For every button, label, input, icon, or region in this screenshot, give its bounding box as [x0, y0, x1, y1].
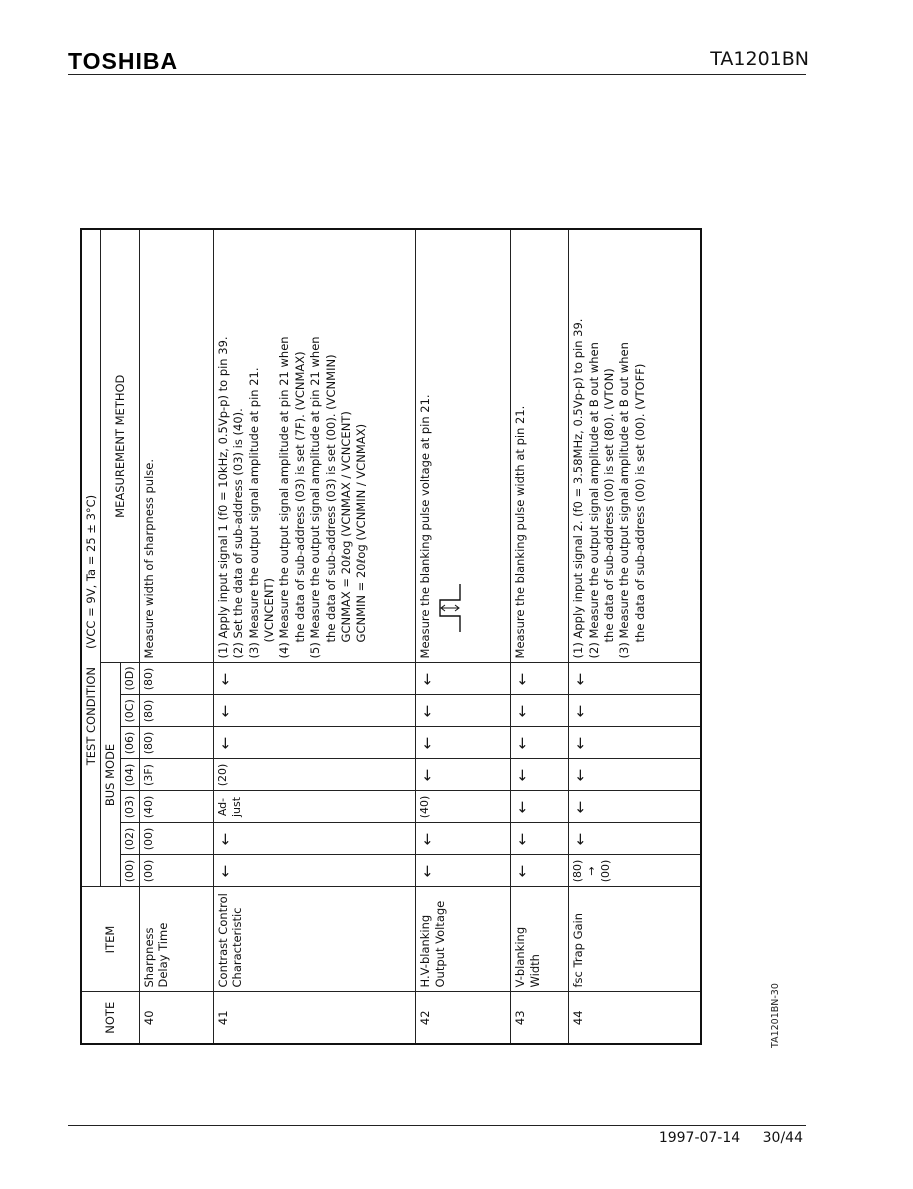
method-line: (1) Apply input signal 1 (f0 = 10kHz, 0.5Vp-p) to pin 39. [215, 336, 230, 659]
bus-value: ← [213, 727, 415, 759]
bus-value: ← [213, 855, 415, 887]
bus-value: (3F) [139, 759, 213, 791]
bus-value: ← [416, 727, 511, 759]
method-line: (2) Set the data of sub-address (03) is (40). [231, 408, 246, 659]
address-02: (02) [120, 823, 139, 855]
method-header: MEASUREMENT METHOD [101, 229, 139, 663]
footer-page: 30/44 [762, 1130, 803, 1146]
conditions-label: (VCC = 9V, Ta = 25 ± 3°C) [84, 494, 98, 649]
note-number: 40 [139, 992, 213, 1044]
item-header: ITEM [81, 887, 139, 992]
bus-value: ← [569, 663, 701, 695]
bus-value: ← [213, 663, 415, 695]
bus-value: (40) [416, 791, 511, 823]
table-row [416, 229, 511, 1044]
bus-value: ← [569, 695, 701, 727]
method-line: GCNMIN = 20ℓog (VCNMIN / VCNMAX) [354, 423, 369, 643]
table-row [511, 229, 569, 1044]
address-00: (00) [120, 855, 139, 887]
note-number: 43 [511, 992, 569, 1044]
bus-value: ← [569, 823, 701, 855]
bus-value: ← [511, 823, 569, 855]
address-03: (03) [120, 791, 139, 823]
method-line: (3) Measure the output signal amplitude at pin 21. [246, 367, 261, 659]
note-number: 41 [213, 992, 415, 1044]
header-rule [68, 74, 806, 75]
item-name: Contrast Control Characteristic [213, 887, 415, 992]
table-row [139, 229, 213, 1044]
note-header: NOTE [81, 992, 139, 1044]
bus-value: ← [569, 727, 701, 759]
test-condition-header [81, 663, 101, 887]
bus-value: (80) → (00) [569, 855, 701, 887]
bus-value: Ad-just [213, 791, 415, 823]
rotated-table-frame [80, 230, 702, 1045]
footer [659, 1130, 803, 1146]
part-number: TA1201BN [710, 48, 809, 70]
company-logo: TOSHIBA [68, 48, 179, 74]
note-number: 42 [416, 992, 511, 1044]
method-line: (2) Measure the output signal amplitude at B out when [586, 342, 601, 659]
bus-value: ← [416, 759, 511, 791]
bus-value: ← [416, 823, 511, 855]
bus-value: ← [511, 663, 569, 695]
table-row [213, 229, 415, 1044]
bus-value: (00) [139, 823, 213, 855]
bus-value: ← [511, 759, 569, 791]
measurement-method [511, 229, 569, 663]
bus-value: ← [416, 695, 511, 727]
item-name: fsc Trap Gain [569, 887, 701, 992]
method-line: (4) Measure the output signal amplitude at pin 21 when [277, 336, 292, 659]
bus-value: ← [511, 727, 569, 759]
test-condition-label: TEST CONDITION [84, 666, 98, 766]
bus-value: ← [213, 823, 415, 855]
footer-rule [68, 1125, 806, 1126]
address-06: (06) [120, 727, 139, 759]
item-name: H.V-blanking Output Voltage [416, 887, 511, 992]
bus-value: (40) [139, 791, 213, 823]
method-line: (3) Measure the output signal amplitude at B out when [617, 342, 632, 659]
bus-value: (80) [139, 695, 213, 727]
method-line: Measure the blanking pulse width at pin 21. [513, 405, 528, 659]
note-number: 44 [569, 992, 701, 1044]
table-row [569, 229, 701, 1044]
bus-value: ← [213, 695, 415, 727]
conditions-header [81, 229, 101, 663]
bus-value: ← [511, 791, 569, 823]
bus-value: (80) [139, 663, 213, 695]
method-line: Measure width of sharpness pulse. [141, 458, 156, 659]
footer-date: 1997-07-14 [658, 1130, 741, 1146]
method-line: GCNMAX = 20ℓog (VCNMAX / VCNCENT) [338, 411, 353, 643]
bus-value: ← [416, 855, 511, 887]
method-line: (VCNCENT) [262, 578, 276, 643]
measurement-table-rotated [80, 230, 702, 1045]
address-04: (04) [120, 759, 139, 791]
address-0d: (0D) [120, 663, 139, 695]
method-line: the data of sub-address (00) is set (00). (VTOFF) [632, 363, 647, 643]
method-line: Measure the blanking pulse voltage at pin 21. [418, 394, 433, 659]
item-name: V-blanking Width [511, 887, 569, 992]
bus-mode-header: BUS MODE [101, 663, 120, 887]
method-line: the data of sub-address (03) is set (00). (VCNMIN) [323, 354, 338, 643]
bus-value: (20) [213, 759, 415, 791]
method-line: the data of sub-address (03) is set (7F). (VCNMAX) [292, 351, 307, 643]
measurement-method [416, 229, 511, 663]
bus-value: ← [416, 663, 511, 695]
measurement-method [213, 229, 415, 663]
measurement-method [139, 229, 213, 663]
address-0c: (0C) [120, 695, 139, 727]
bus-value: ← [569, 759, 701, 791]
item-name: Sharpness Delay Time [139, 887, 213, 992]
method-line: (5) Measure the output signal amplitude at pin 21 when [308, 336, 323, 659]
measurement-table [80, 228, 702, 1045]
bus-value: (80) [139, 727, 213, 759]
method-line: (1) Apply input signal 2. (f0 = 3.58MHz, 0.5Vp-p) to pin 39. [571, 318, 586, 659]
measurement-method [569, 229, 701, 663]
page-side-id: TA1201BN-30 [770, 983, 781, 1048]
bus-value: ← [569, 791, 701, 823]
bus-value: ← [511, 855, 569, 887]
bus-value: (00) [139, 855, 213, 887]
method-line: the data of sub-address (00) is set (80). (VTON) [601, 368, 616, 643]
bus-value: ← [511, 695, 569, 727]
blanking-pulse-waveform-icon [434, 574, 468, 634]
